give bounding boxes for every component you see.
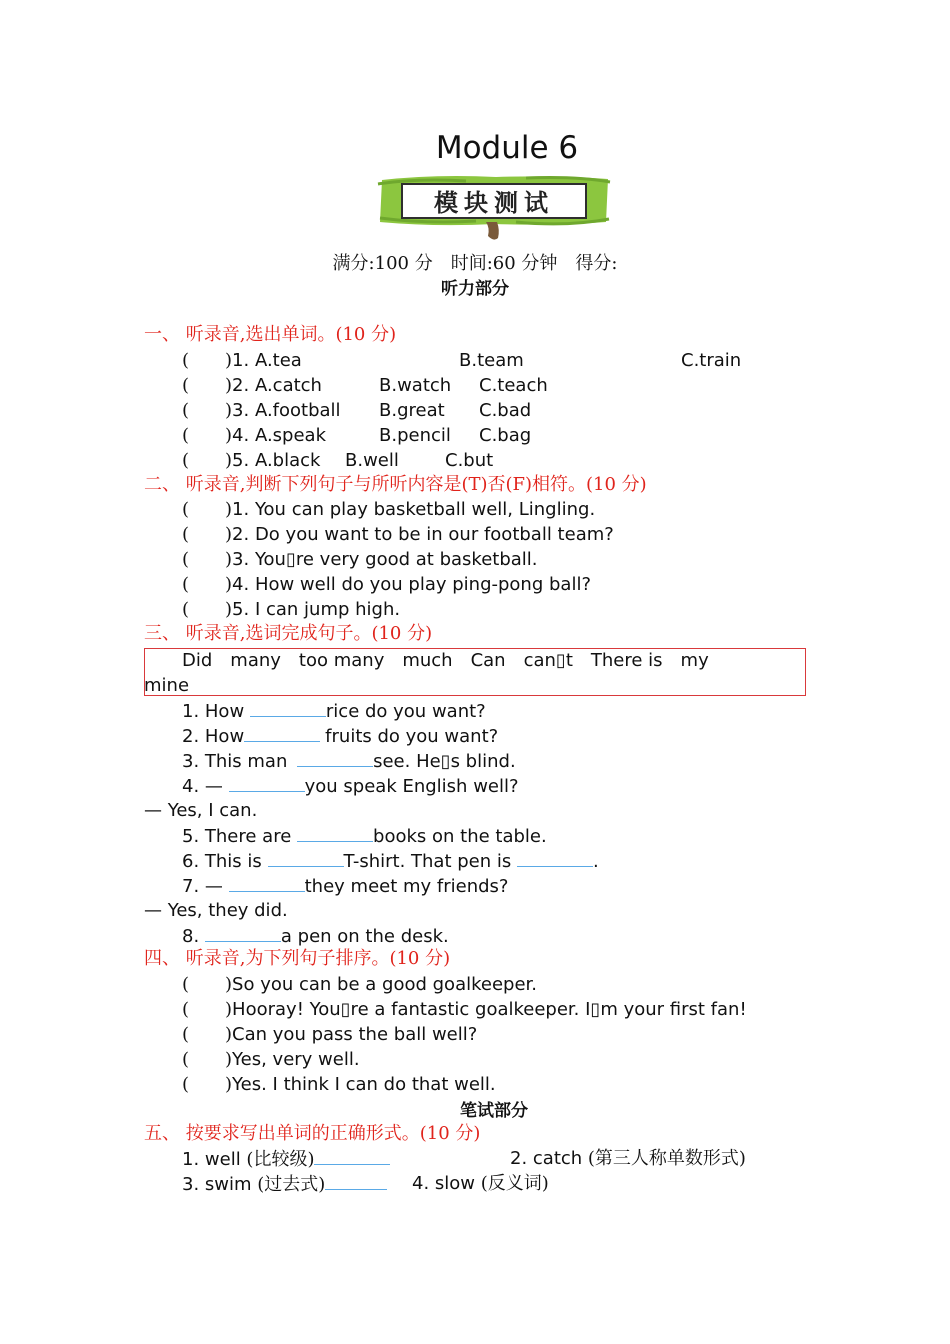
section-4-heading: 四、 听录音,为下列句子排序。(10 分): [144, 948, 451, 969]
sec4-item: ( )Yes. I think I can do that well.: [182, 1074, 496, 1095]
section-5-heading: 五、 按要求写出单词的正确形式。(10 分): [144, 1123, 481, 1144]
answer-blank[interactable]: [244, 723, 320, 742]
answer-blank[interactable]: [229, 773, 305, 792]
sec3-item: 3. This man see. He▯s blind.: [182, 748, 516, 774]
sec1-item-option-c: C.bad: [479, 400, 532, 421]
sec2-item: ( )3. You▯re very good at basketball.: [182, 549, 538, 570]
answer-blank[interactable]: [229, 873, 305, 892]
listening-section-heading: 听力部分: [441, 279, 509, 299]
sec4-item: ( )Can you pass the ball well?: [182, 1024, 478, 1045]
sec5-item: 3. swim (过去式): [182, 1171, 387, 1197]
section-1-heading: 一、 听录音,选出单词。(10 分): [144, 324, 397, 345]
page-title: Module 6: [435, 130, 579, 166]
sec4-item: ( )So you can be a good goalkeeper.: [182, 974, 538, 995]
sec1-item-option-b: B.well: [345, 450, 399, 471]
sec3-answer-4: — Yes, I can.: [144, 800, 258, 821]
sec1-item-option-b: B.watch: [379, 375, 452, 396]
sec2-item: ( )5. I can jump high.: [182, 599, 401, 620]
answer-blank[interactable]: [314, 1146, 390, 1165]
sec1-item: ( )5. A.black: [182, 450, 321, 471]
answer-blank[interactable]: [297, 823, 373, 842]
sec3-item: 8. a pen on the desk.: [182, 923, 449, 949]
sec3-item: 5. There are books on the table.: [182, 823, 547, 849]
answer-blank[interactable]: [250, 698, 326, 717]
sec5-item: 4. slow (反义词): [412, 1173, 549, 1194]
sec1-item-option-b: B.team: [459, 350, 524, 371]
sec3-item: 1. How rice do you want?: [182, 698, 486, 724]
sec1-item: ( )4. A.speak: [182, 425, 327, 446]
sec1-item-option-c: C.train: [681, 350, 742, 371]
sec3-item: 6. This is T-shirt. That pen is .: [182, 848, 599, 874]
sec1-item-option-c: C.teach: [479, 375, 548, 396]
sec4-item: ( )Yes, very well.: [182, 1049, 360, 1070]
module-test-badge: [376, 172, 612, 244]
sec5-item: 1. well (比较级): [182, 1146, 390, 1172]
sec5-item: 2. catch (第三人称单数形式): [510, 1148, 746, 1169]
sec3-item: 4. — you speak English well?: [182, 773, 519, 799]
sec1-item-option-b: B.great: [379, 400, 445, 421]
sec3-item: 2. How fruits do you want?: [182, 723, 498, 749]
sec1-item-option-c: C.bag: [479, 425, 532, 446]
answer-blank[interactable]: [517, 848, 593, 867]
section-3-heading: 三、 听录音,选词完成句子。(10 分): [144, 623, 433, 644]
sec2-item: ( )4. How well do you play ping-pong ball?: [182, 574, 592, 595]
sec1-item: ( )3. A.football: [182, 400, 341, 421]
badge-label: 模块测试: [434, 189, 554, 217]
sec1-item: ( )2. A.catch: [182, 375, 322, 396]
answer-blank[interactable]: [297, 748, 373, 767]
sec1-item-option-b: B.pencil: [379, 425, 451, 446]
score-time-line: 满分:100 分 时间:60 分钟 得分:: [332, 253, 618, 274]
sec3-item: 7. — they meet my friends?: [182, 873, 509, 899]
sec3-answer-7: — Yes, they did.: [144, 900, 288, 921]
sec1-item-option-c: C.but: [445, 450, 494, 471]
sec2-item: ( )2. Do you want to be in our football team?: [182, 524, 614, 545]
sec1-item: ( )1. A.tea: [182, 350, 302, 371]
answer-blank[interactable]: [268, 848, 344, 867]
word-bank-line-2: mine: [144, 675, 190, 696]
sec2-item: ( )1. You can play basketball well, Lingling.: [182, 499, 596, 520]
section-2-heading: 二、 听录音,判断下列句子与所听内容是(T)否(F)相符。(10 分): [144, 474, 647, 495]
sec4-item: ( )Hooray! You▯re a fantastic goalkeeper. I▯m your first fan!: [182, 999, 747, 1020]
answer-blank[interactable]: [325, 1171, 387, 1190]
word-bank-line-1: Did many too many much Can can▯t There is my: [182, 650, 709, 671]
written-section-heading: 笔试部分: [460, 1101, 528, 1121]
answer-blank[interactable]: [205, 923, 281, 942]
